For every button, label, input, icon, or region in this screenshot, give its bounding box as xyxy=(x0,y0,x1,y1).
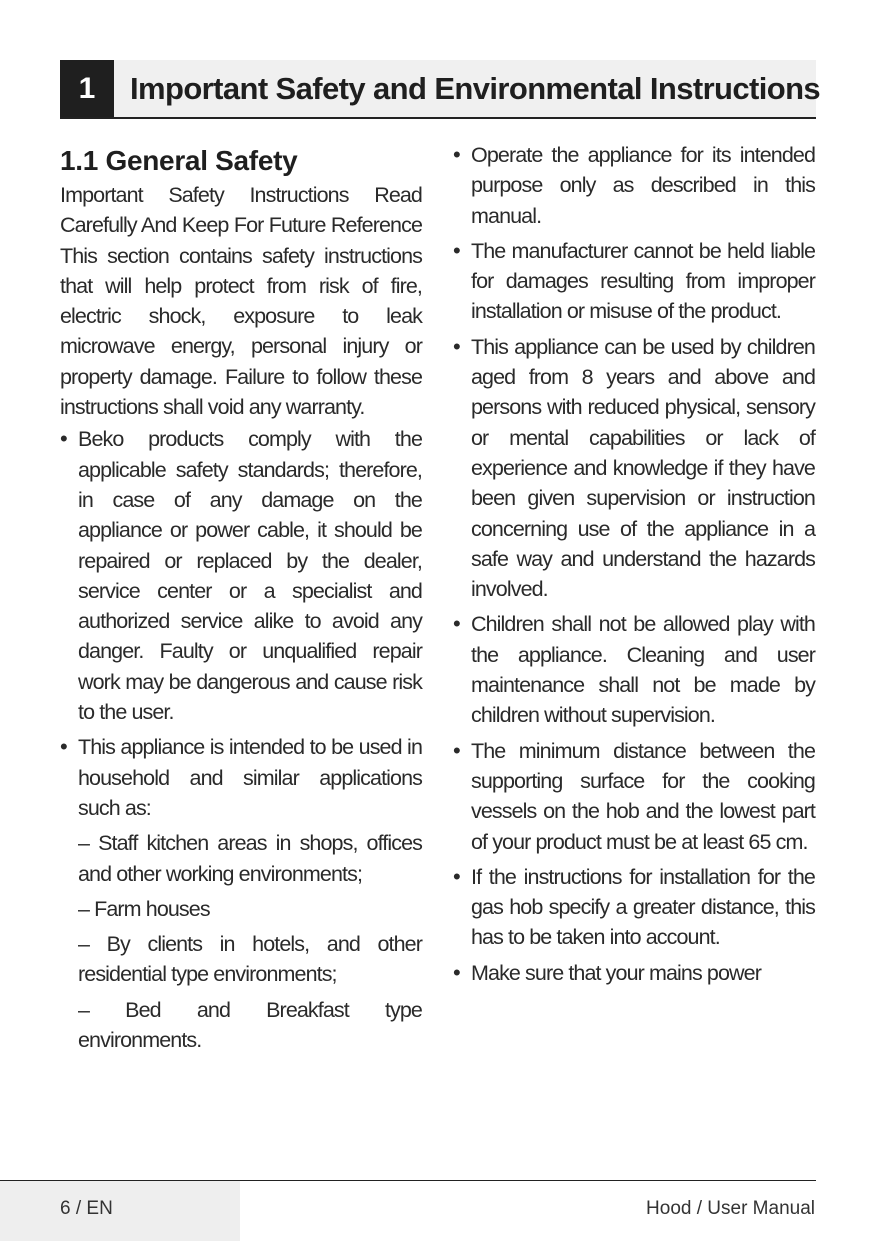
bullet-item: • Operate the appliance for its intended purpose only as described in this manual. xyxy=(453,140,815,231)
bullet-item: • If the instructions for installation for the gas hob specify a greater distance, this has to be taken into account. xyxy=(453,862,815,953)
sub-item: – Farm houses xyxy=(78,896,210,921)
section-title: 1.1 General Safety xyxy=(60,145,298,176)
bullet-item: • Beko products comply with the applicable safety standards; therefore, in case of any damage on the appliance or power cable, it should be repaired or replaced by the dealer, service center or a specialist and authorized service alike to avoid any danger. Faulty or unqualified repair work may be dangerous and cause risk to the user. xyxy=(60,424,422,727)
sub-item: – Staff kitchen areas in shops, offices and other working environments; xyxy=(78,831,422,886)
bullet-item: • The manufacturer cannot be held liable for damages resulting from improper installation or misuse of the product. xyxy=(453,236,815,327)
left-column xyxy=(60,140,422,1060)
section-intro: Important Safety Instructions Read Carefully And Keep For Future Reference This section contains safety instructions that will help protect from risk of fire, electric shock, exposure to leak microwave energy, personal injury or property damage. Failure to follow these instructions shall void any warranty. xyxy=(60,183,422,420)
sub-item: – By clients in hotels, and other residential type environments; xyxy=(78,932,422,987)
bullet-item: • Make sure that your mains power xyxy=(453,958,815,988)
bullet-item: • This appliance can be used by children aged from 8 years and above and persons with reduced physical, sensory or mental capabilities or lack of experience and knowledge if they have been given supervision or instruction concerning use of the appliance in a safe way and understand the hazards involved. xyxy=(453,332,815,605)
sub-item: – Bed and Breakfast type environments. xyxy=(78,997,422,1053)
footer-page-panel xyxy=(0,1181,240,1241)
page-number: 6 / EN xyxy=(60,1198,113,1219)
bullet-text: This appliance is intended to be used in household and similar applications such as: xyxy=(78,735,422,820)
chapter-header xyxy=(60,60,821,119)
manual-title: Hood / User Manual xyxy=(646,1198,815,1219)
bullet-item: • Children shall not be allowed play with the appliance. Cleaning and user maintenance shall not be made by children without supervision. xyxy=(453,609,815,730)
chapter-number: 1 xyxy=(60,60,114,117)
chapter-title: Important Safety and Environmental Instructions xyxy=(130,70,821,106)
left-bullet-list xyxy=(60,424,422,1055)
right-bullet-list xyxy=(453,140,815,988)
right-column xyxy=(453,140,815,993)
bullet-item: • The minimum distance between the supporting surface for the cooking vessels on the hob and the lowest part of your product must be at least 65 cm. xyxy=(453,736,815,857)
bullet-item xyxy=(60,732,422,1055)
